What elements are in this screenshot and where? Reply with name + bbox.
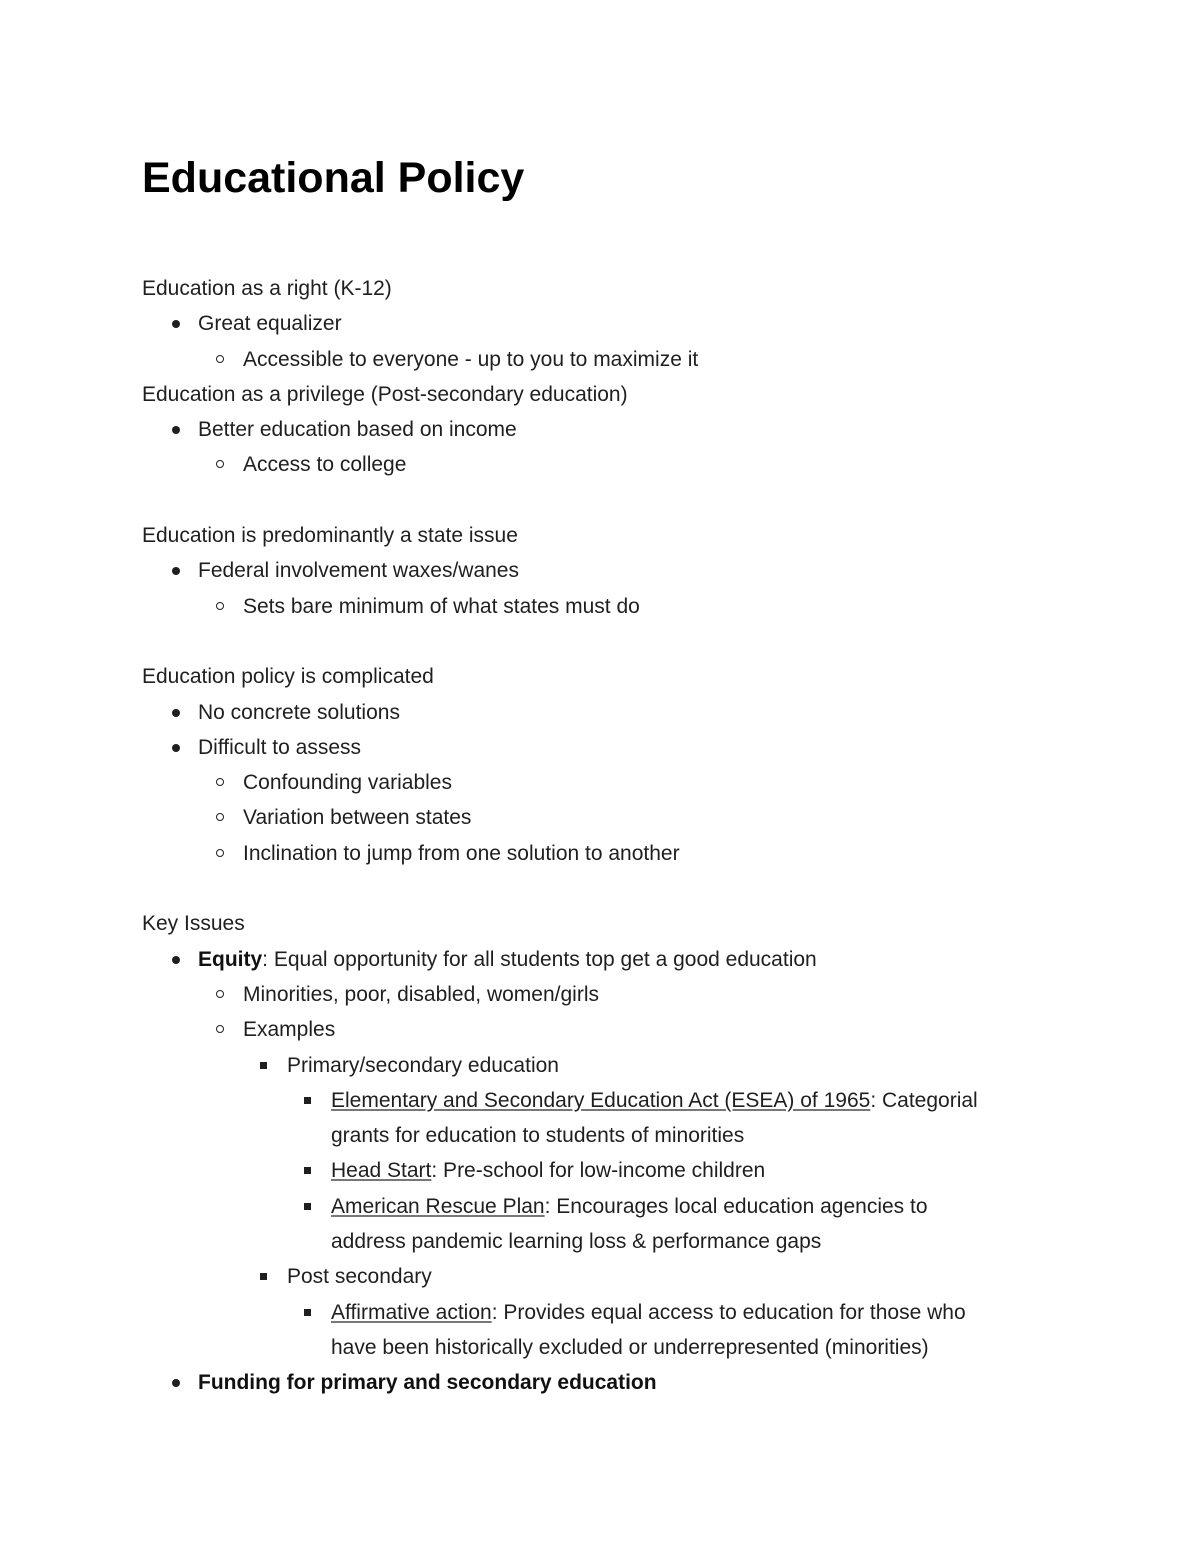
line-text [331,1083,978,1118]
line-text [243,342,698,377]
list-item [0,1259,1200,1294]
line-text [243,800,471,835]
text-segment: : Categorial [870,1088,978,1112]
line-text [198,553,519,588]
text-segment: Education as a privilege (Post-secondary education) [142,382,628,406]
text-segment: Great equalizer [198,312,342,336]
line-text [198,412,517,447]
line-text [287,1048,559,1083]
bullet-circle-icon [216,849,224,857]
text-segment: Variation between states [243,806,472,830]
list-item [0,1224,1200,1259]
section-heading [0,377,1200,412]
text-segment: Confounding variables [243,771,452,795]
line-text [243,1012,335,1047]
text-segment: Difficult to assess [198,735,362,759]
list-item [0,306,1200,341]
line-text [142,271,392,306]
list-item [0,553,1200,588]
list-item [0,1189,1200,1224]
line-text [142,518,518,553]
bold-term: Funding for primary and secondary education [198,1371,657,1395]
bullet-circle-icon [216,1025,224,1033]
text-segment: Federal involvement waxes/wanes [198,559,519,583]
bullet-square-icon [260,1273,267,1280]
bullet-square-icon [260,1062,267,1069]
list-item [0,1295,1200,1330]
line-text [198,306,342,341]
text-segment: Education is predominantly a state issue [142,524,518,548]
bullet-circle-icon [216,355,224,363]
list-item [0,1048,1200,1083]
line-text [142,906,245,941]
text-segment: Access to college [243,453,407,477]
text-segment: : Provides equal access to education for those who [491,1300,966,1324]
text-segment: Sets bare minimum of what states must do [243,594,640,618]
text-segment: : Pre-school for low-income children [431,1159,766,1183]
bullet-disc-icon [172,426,180,434]
line-text [331,1153,765,1188]
section-heading [0,659,1200,694]
text-segment: grants for education to students of minorities [331,1124,745,1148]
bullet-square-icon [304,1309,311,1316]
list-item [0,342,1200,377]
list-item [0,977,1200,1012]
list-item [0,800,1200,835]
list-item [0,1012,1200,1047]
line-text [142,377,628,412]
line-text [198,695,400,730]
text-segment: Better education based on income [198,418,517,442]
bullet-disc-icon [172,1379,180,1387]
document-body [0,271,1200,1401]
text-segment: : Equal opportunity for all students top get a good education [262,947,817,971]
text-segment: Education as a right (K-12) [142,277,392,300]
line-text [287,1259,432,1294]
bullet-disc-icon [172,744,180,752]
bullet-circle-icon [216,460,224,468]
list-item [0,1365,1200,1400]
list-item [0,730,1200,765]
list-item [0,1153,1200,1188]
text-segment: Examples [243,1018,336,1042]
text-segment: No concrete solutions [198,700,400,724]
line-text [331,1189,928,1224]
section-heading [0,518,1200,553]
list-item [0,836,1200,871]
bold-term: Equity [198,947,263,971]
bullet-circle-icon [216,778,224,786]
line-text [331,1330,929,1365]
bullet-square-icon [304,1203,311,1210]
section-heading [0,906,1200,941]
document-link[interactable]: Affirmative action [331,1300,492,1324]
text-segment: have been historically excluded or underrepresented (minorities) [331,1335,929,1359]
list-item [0,412,1200,447]
line-text [243,765,452,800]
line-text [198,1365,657,1400]
text-segment: Primary/secondary education [287,1053,559,1077]
list-item [0,942,1200,977]
text-segment: Accessible to everyone - up to you to maximize it [243,347,699,371]
bullet-square-icon [304,1167,311,1174]
document-link[interactable]: American Rescue Plan [331,1194,545,1218]
text-segment: Inclination to jump from one solution to another [243,841,680,865]
list-item [0,1083,1200,1118]
document-link[interactable]: Elementary and Secondary Education Act (ESEA) of 1965 [331,1088,871,1112]
line-text [198,942,817,977]
blank-line [0,624,1200,659]
list-item [0,695,1200,730]
line-text [331,1118,744,1153]
line-text [243,836,680,871]
line-text [331,1224,821,1259]
blank-line [0,483,1200,518]
list-item [0,765,1200,800]
list-item [0,1330,1200,1365]
list-item [0,589,1200,624]
list-item [0,447,1200,482]
text-segment: : Encourages local education agencies to [544,1194,928,1218]
bullet-circle-icon [216,602,224,610]
list-item [0,1118,1200,1153]
line-text [198,730,361,765]
section-heading [0,271,1200,306]
page-title: Educational Policy [142,154,525,202]
text-segment: Post secondary [287,1265,432,1289]
line-text [243,447,406,482]
bullet-disc-icon [172,567,180,575]
bullet-circle-icon [216,990,224,998]
document-link[interactable]: Head Start [331,1159,432,1183]
text-segment: Key Issues [142,912,245,936]
line-text [331,1295,966,1330]
bullet-disc-icon [172,709,180,717]
bullet-circle-icon [216,813,224,821]
bullet-disc-icon [172,956,180,964]
line-text [243,589,640,624]
bullet-disc-icon [172,320,180,328]
bullet-square-icon [304,1097,311,1104]
line-text [243,977,599,1012]
line-text [142,659,434,694]
text-segment: Minorities, poor, disabled, women/girls [243,982,599,1006]
blank-line [0,871,1200,906]
text-segment: Education policy is complicated [142,665,434,689]
text-segment: address pandemic learning loss & performance gaps [331,1230,822,1254]
